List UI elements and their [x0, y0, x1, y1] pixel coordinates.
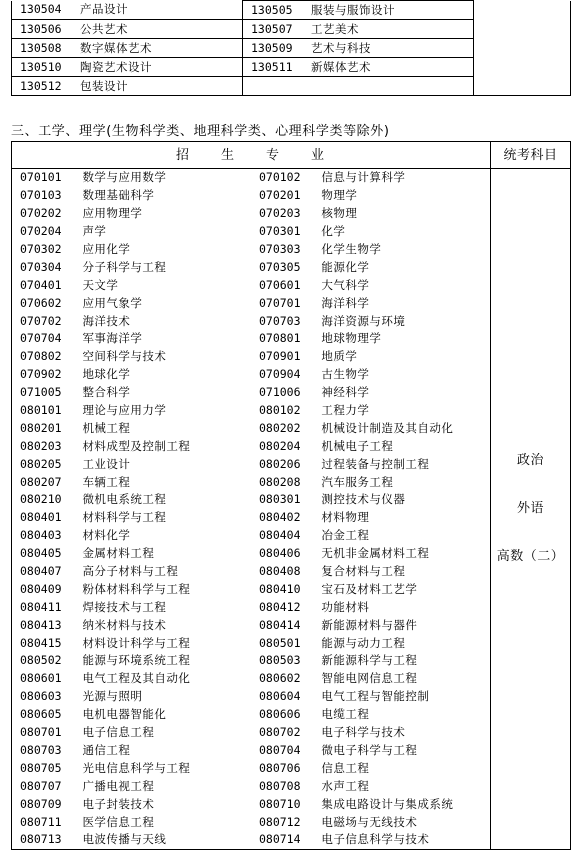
table-row: [12, 491, 571, 509]
major-name: 数理基础科学: [82, 188, 155, 203]
major-code: 080714: [251, 831, 315, 849]
major-name: 能源与动力工程: [321, 635, 406, 650]
main-major-table: [11, 141, 571, 850]
major-code: 130506: [12, 20, 75, 39]
table-row: [12, 1, 571, 20]
table-row: [12, 384, 571, 402]
table-row: [12, 616, 571, 634]
header-subject: 统考科目: [503, 147, 558, 163]
major-name: 海洋资源与环境: [321, 313, 406, 328]
major-name: 电缆工程: [321, 707, 370, 722]
major-name: 纳米材料与技术: [82, 617, 167, 632]
major-code: 130508: [12, 39, 75, 58]
major-code: 070801: [258, 331, 301, 346]
major-name: 机械设计制造及其自动化: [321, 420, 454, 435]
major-code: 071006: [258, 385, 301, 400]
major-name: 电子封装技术: [82, 796, 155, 811]
table-row: [12, 795, 571, 813]
table-row: [12, 402, 571, 420]
major-code: 080711: [12, 813, 77, 831]
major-code: 080704: [258, 742, 301, 757]
major-code: 070301: [258, 224, 301, 239]
major-code: 080502: [12, 652, 77, 670]
major-name: 光电信息科学与工程: [82, 760, 191, 775]
major-code: 080706: [258, 760, 301, 775]
major-name: 高分子材料与工程: [82, 564, 179, 579]
major-code: 080101: [12, 402, 77, 420]
table-row: [12, 330, 571, 348]
major-name: 化学生物学: [321, 242, 382, 256]
major-name: 军事海洋学: [82, 331, 143, 346]
major-code: 080412: [258, 599, 301, 614]
major-code: 080401: [12, 509, 77, 527]
major-code: 070201: [258, 188, 301, 203]
major-name: 地球物理学: [321, 331, 382, 346]
top-major-table: [11, 0, 571, 96]
major-code: 080710: [258, 796, 301, 811]
table-row: [12, 777, 571, 795]
major-code: [243, 77, 306, 96]
major-code: 070103: [12, 187, 77, 205]
major-name: 新媒体艺术: [305, 58, 474, 77]
major-name: 焊接技术与工程: [82, 599, 167, 614]
major-name: 分子科学与工程: [82, 259, 167, 274]
table-row: [12, 598, 571, 616]
major-code: 080414: [258, 617, 301, 632]
major-code: 080407: [12, 563, 77, 581]
major-code: 130510: [12, 58, 75, 77]
table-row: [12, 527, 571, 545]
major-code: 080713: [12, 831, 77, 849]
major-code: 130511: [243, 58, 306, 77]
header-major-cell: [12, 142, 491, 169]
major-name: 复合材料与工程: [321, 564, 406, 579]
major-name: 艺术与科技: [305, 39, 474, 58]
major-code: 070902: [12, 366, 77, 384]
major-code: 080404: [258, 528, 301, 543]
major-code: 070701: [258, 295, 301, 310]
table-header-row: [12, 142, 571, 169]
major-name: 地球化学: [82, 367, 131, 382]
table-row: [12, 312, 571, 330]
major-code: 070904: [258, 367, 301, 382]
major-name: 光源与照明: [82, 689, 143, 704]
table-row: [12, 187, 571, 205]
major-name: 微机电系统工程: [82, 492, 167, 507]
major-name: 大气科学: [321, 277, 370, 292]
major-name: 信息工程: [321, 760, 370, 775]
major-code: 070102: [258, 170, 301, 185]
major-code: 080208: [258, 474, 301, 489]
major-code: 080202: [258, 420, 301, 435]
exam-subjects-cell: [490, 169, 570, 850]
table-row: [12, 688, 571, 706]
major-name: 能源与环境系统工程: [82, 653, 191, 668]
table-row: [12, 652, 571, 670]
major-code: 070602: [12, 294, 77, 312]
major-code: 070304: [12, 258, 77, 276]
major-name: 电子科学与技术: [321, 725, 406, 740]
major-code: 080709: [12, 795, 77, 813]
major-name: 陶瓷艺术设计: [74, 58, 243, 77]
major-code: 080206: [258, 456, 301, 471]
major-name: 数学与应用数学: [82, 170, 167, 185]
major-code: 080707: [12, 777, 77, 795]
major-code: 080210: [12, 491, 77, 509]
table-row: [12, 419, 571, 437]
major-name: 车辆工程: [82, 474, 131, 489]
major-name: 集成电路设计与集成系统: [321, 796, 454, 811]
table-row: [12, 670, 571, 688]
header-major: 招生专业: [175, 147, 356, 163]
major-code: 070305: [258, 259, 301, 274]
major-name: 天文学: [82, 277, 119, 292]
major-name: 智能电网信息工程: [321, 671, 418, 686]
major-name: 电磁场与无线技术: [321, 814, 418, 829]
header-subject-cell: [490, 142, 570, 169]
table-row: [12, 759, 571, 777]
table-row: [12, 241, 571, 259]
major-code: 070601: [258, 277, 301, 292]
major-code: 070202: [12, 205, 77, 223]
major-name: 应用物理学: [82, 206, 143, 221]
major-code: 080603: [12, 688, 77, 706]
major-code: 080203: [12, 437, 77, 455]
major-code: 080408: [258, 564, 301, 579]
top-major-table-body: [12, 1, 571, 96]
major-name: 化学: [321, 224, 346, 239]
table-row: [12, 580, 571, 598]
major-code: 070204: [12, 223, 77, 241]
major-name: 信息与计算科学: [321, 170, 406, 185]
major-code: 080606: [258, 707, 301, 722]
major-name: 机械电子工程: [321, 438, 394, 453]
major-name: 材料设计科学与工程: [82, 635, 191, 650]
major-code: 070203: [258, 206, 301, 221]
major-name: 应用化学: [82, 242, 131, 256]
major-code: 070901: [258, 349, 301, 364]
major-name: 理论与应用力学: [82, 403, 167, 418]
major-code: 080402: [258, 510, 301, 525]
subject-cell-empty: [474, 1, 571, 96]
major-name: 医学信息工程: [82, 814, 155, 829]
major-code: 080301: [258, 492, 301, 507]
major-name: 金属材料工程: [82, 546, 155, 561]
major-code: 070101: [12, 169, 77, 187]
exam-subject: 政治: [516, 452, 544, 468]
major-code: 080703: [12, 742, 77, 760]
section-heading: 三、工学、理学(生物科学类、地理科学类、心理科学类等除外): [11, 124, 390, 139]
major-code: 080411: [12, 598, 77, 616]
table-row: [12, 223, 571, 241]
major-name: 服装与服饰设计: [305, 1, 474, 20]
major-code: 070704: [12, 330, 77, 348]
table-row: [12, 634, 571, 652]
major-code: 071005: [12, 384, 77, 402]
major-name: 水声工程: [321, 778, 370, 793]
table-row: [12, 366, 571, 384]
major-code: 130505: [243, 1, 306, 20]
exam-subject: 高数（二）: [496, 548, 565, 564]
major-name: 工程力学: [321, 403, 370, 418]
major-name: 包装设计: [74, 77, 243, 96]
major-name: 产品设计: [74, 1, 243, 20]
major-code: 080403: [12, 527, 77, 545]
major-name: 广播电视工程: [82, 778, 155, 793]
major-name: 能源化学: [321, 259, 370, 274]
major-code: 080201: [12, 419, 77, 437]
major-name: 古生物学: [321, 367, 370, 382]
major-code: 080205: [12, 455, 77, 473]
table-row: [12, 258, 571, 276]
table-row: [12, 294, 571, 312]
major-name: 电波传播与天线: [76, 831, 251, 849]
major-name: 工业设计: [82, 456, 131, 471]
major-code: 080708: [258, 778, 301, 793]
major-code: 080602: [258, 671, 301, 686]
major-code: 080601: [12, 670, 77, 688]
exam-subject: 外语: [516, 500, 544, 516]
major-name: 冶金工程: [321, 528, 370, 543]
major-name: 声学: [82, 224, 107, 239]
major-name: 应用气象学: [82, 295, 143, 310]
major-name: 过程装备与控制工程: [321, 456, 430, 471]
major-name: 整合科学: [82, 385, 131, 400]
major-code: 080410: [258, 581, 301, 596]
major-code: 130509: [243, 39, 306, 58]
table-row: [12, 473, 571, 491]
table-row: [12, 724, 571, 742]
major-code: 080712: [258, 814, 301, 829]
table-row: [12, 545, 571, 563]
table-row: [12, 706, 571, 724]
major-code: 080413: [12, 616, 77, 634]
table-row: [12, 563, 571, 581]
major-name: 海洋科学: [321, 295, 370, 310]
major-name: 工艺美术: [305, 20, 474, 39]
major-name: 地质学: [321, 349, 358, 364]
major-code: 080501: [258, 635, 301, 650]
major-code: 130507: [243, 20, 306, 39]
major-name: 数字媒体艺术: [74, 39, 243, 58]
major-name: 无机非金属材料工程: [321, 546, 430, 561]
major-code: 070802: [12, 348, 77, 366]
major-name: 电气工程及其自动化: [82, 671, 191, 686]
major-code: 130512: [12, 77, 75, 96]
major-name: 电子信息科学与技术: [315, 831, 490, 849]
major-name: 公共艺术: [74, 20, 243, 39]
table-row: [12, 169, 571, 187]
major-name: 宝石及材料工艺学: [321, 581, 418, 596]
major-code: 130504: [12, 1, 75, 20]
major-code: 070702: [12, 312, 77, 330]
major-name: 新能源材料与器件: [321, 617, 418, 632]
major-name: 功能材料: [321, 599, 370, 614]
major-code: 070302: [12, 241, 77, 259]
major-code: 080415: [12, 634, 77, 652]
major-code: 080604: [258, 689, 301, 704]
major-name: 粉体材料科学与工程: [82, 581, 191, 596]
major-code: 080702: [258, 725, 301, 740]
table-row: [12, 276, 571, 294]
major-code: 080204: [258, 438, 301, 453]
main-major-table-body: [12, 169, 571, 850]
major-code: 080409: [12, 580, 77, 598]
major-code: 080102: [258, 403, 301, 418]
major-name: 材料化学: [82, 528, 131, 543]
table-row: [12, 348, 571, 366]
major-code: 070303: [258, 242, 301, 256]
major-code: 080503: [258, 653, 301, 668]
table-row: [12, 205, 571, 223]
major-name: 材料科学与工程: [82, 510, 167, 525]
major-code: 070401: [12, 276, 77, 294]
major-name: 材料物理: [321, 510, 370, 525]
major-name: 材料成型及控制工程: [82, 438, 191, 453]
major-code: 080701: [12, 724, 77, 742]
major-code: 080406: [258, 546, 301, 561]
major-name: 微电子科学与工程: [321, 742, 418, 757]
major-code: 080405: [12, 545, 77, 563]
major-code: 070703: [258, 313, 301, 328]
major-name: 电子信息工程: [82, 725, 155, 740]
major-name: [305, 77, 474, 96]
major-name: 海洋技术: [82, 313, 131, 328]
major-name: 神经科学: [321, 385, 370, 400]
major-name: 核物理: [321, 206, 358, 221]
major-name: 汽车服务工程: [321, 474, 394, 489]
major-name: 电机电器智能化: [82, 707, 167, 722]
major-name: 机械工程: [82, 420, 131, 435]
table-row: [12, 831, 571, 849]
major-name: 测控技术与仪器: [321, 492, 406, 507]
major-name: 新能源科学与工程: [321, 653, 418, 668]
major-name: 电气工程与智能控制: [321, 689, 430, 704]
table-row: [12, 813, 571, 831]
table-row: [12, 742, 571, 760]
major-name: 空间科学与技术: [82, 349, 167, 364]
table-row: [12, 455, 571, 473]
table-row: [12, 437, 571, 455]
table-row: [12, 509, 571, 527]
major-name: 通信工程: [82, 742, 131, 757]
major-name: 物理学: [321, 188, 358, 203]
major-code: 080207: [12, 473, 77, 491]
major-code: 080605: [12, 706, 77, 724]
major-code: 080705: [12, 759, 77, 777]
